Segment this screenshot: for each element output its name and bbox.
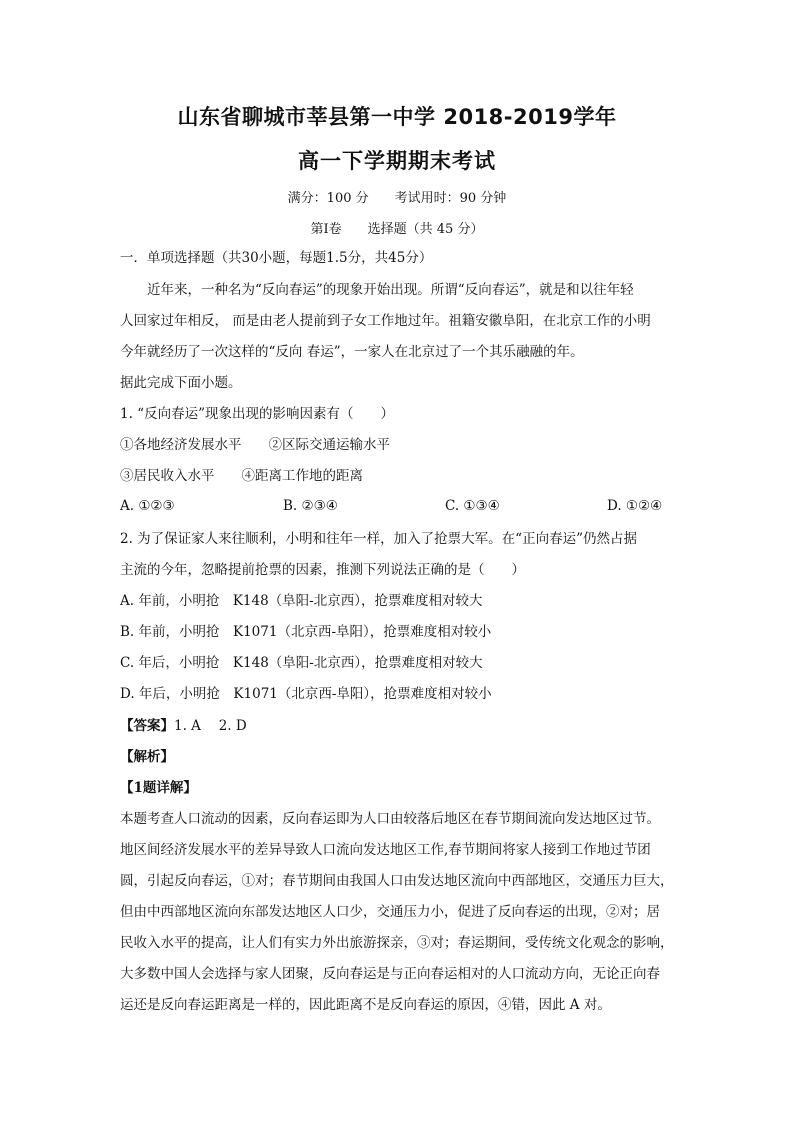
analysis-line-2: 地区间经济发展水平的差异导致人口流向发达地区工作,春节期间将家人接到工作地过节团 <box>120 842 651 858</box>
analysis-label: 【解析】 <box>120 749 174 765</box>
q1-items-1: ①各地经济发展水平 ②区际交通运输水平 <box>120 437 390 453</box>
answer-line <box>120 717 680 735</box>
analysis-line-3: 圆，引起反向春运，①对；春节期间由我国人口由发达地区流向中西部地区，交通压力巨大， <box>120 873 674 889</box>
passage-instruction: 据此完成下面小题。 <box>120 375 242 391</box>
analysis-line-7: 运还是反向春运距离是一样的，因此距离不是反向春运的原因，④错，因此 A 对。 <box>120 997 611 1013</box>
q1-option-d: D. ①②④ <box>607 498 663 514</box>
exam-title-line1: 山东省聊城市莘县第一中学 2018-2019学年 <box>177 105 617 129</box>
answer-text: 1. A 2. D <box>174 718 247 734</box>
q1-option-b: B. ②③④ <box>283 498 338 514</box>
analysis-line-1: 本题考查人口流动的因素，反向春运即为人口由较落后地区在春节期间流向发达地区过节。 <box>120 811 660 827</box>
q1-option-a: A. ①②③ <box>120 498 175 514</box>
analysis-line-5: 民收入水平的提高，让人们有实力外出旅游探亲，③对；春运期间，受传统文化观念的影响， <box>120 935 674 951</box>
q2-stem-2: 主流的今年，忽略提前抢票的因素，推测下列说法正确的是（ ） <box>120 562 525 578</box>
passage-line-2: 人回家过年相反， 而是由老人提前到子女工作地过年。祖籍安徽阜阳，在北京工作的小明 <box>120 313 651 329</box>
section-heading: 一．单项选择题（共30小题，每题1.5分，共45分） <box>120 250 433 266</box>
passage-line-3: 今年就经历了一次这样的“反向 春运”，一家人在北京过了一个其乐融融的年。 <box>120 344 584 360</box>
detail-label: 【1题详解】 <box>120 780 197 796</box>
q2-option-c: C. 年后，小明抢 K148（阜阳-北京西），抢票难度相对较大 <box>120 655 483 671</box>
q2-option-a: A. 年前，小明抢 K148（阜阳-北京西），抢票难度相对较大 <box>120 593 483 609</box>
answer-label: 【答案】 <box>120 718 174 734</box>
q2-stem-1: 2. 为了保证家人来往顺利，小明和往年一样，加入了抢票大军。在“正向春运”仍然占据 <box>120 531 637 547</box>
q1-stem: 1. “反向春运”现象出现的影响因素有（ ） <box>120 406 394 422</box>
passage-line-1: 近年来，一种名为“反向春运”的现象开始出现。所谓“反向春运”，就是和以往年轻 <box>147 282 634 298</box>
full-score: 满分：100 分 <box>287 191 369 206</box>
exam-title-line2: 高一下学期期末考试 <box>298 149 496 173</box>
q2-option-b: B. 年前，小明抢 K1071（北京西-阜阳），抢票难度相对较小 <box>120 624 492 640</box>
q1-option-c: C. ①③④ <box>445 498 500 514</box>
exam-meta <box>0 187 794 206</box>
exam-time: 考试用时：90 分钟 <box>394 191 507 206</box>
analysis-line-4: 但由中西部地区流向东部发达地区人口少，交通压力小，促进了反向春运的出现，②对；居 <box>120 904 660 920</box>
q2-option-d: D. 年后，小明抢 K1071（北京西-阜阳），抢票难度相对较小 <box>120 686 492 702</box>
volume-heading: 第Ⅰ卷 选择题（共 45 分） <box>310 222 484 237</box>
q1-items-2: ③居民收入水平 ④距离工作地的距离 <box>120 468 363 484</box>
analysis-line-6: 大多数中国人会选择与家人团聚，反向春运是与正向春运相对的人口流动方向，无论正向春 <box>120 966 660 982</box>
